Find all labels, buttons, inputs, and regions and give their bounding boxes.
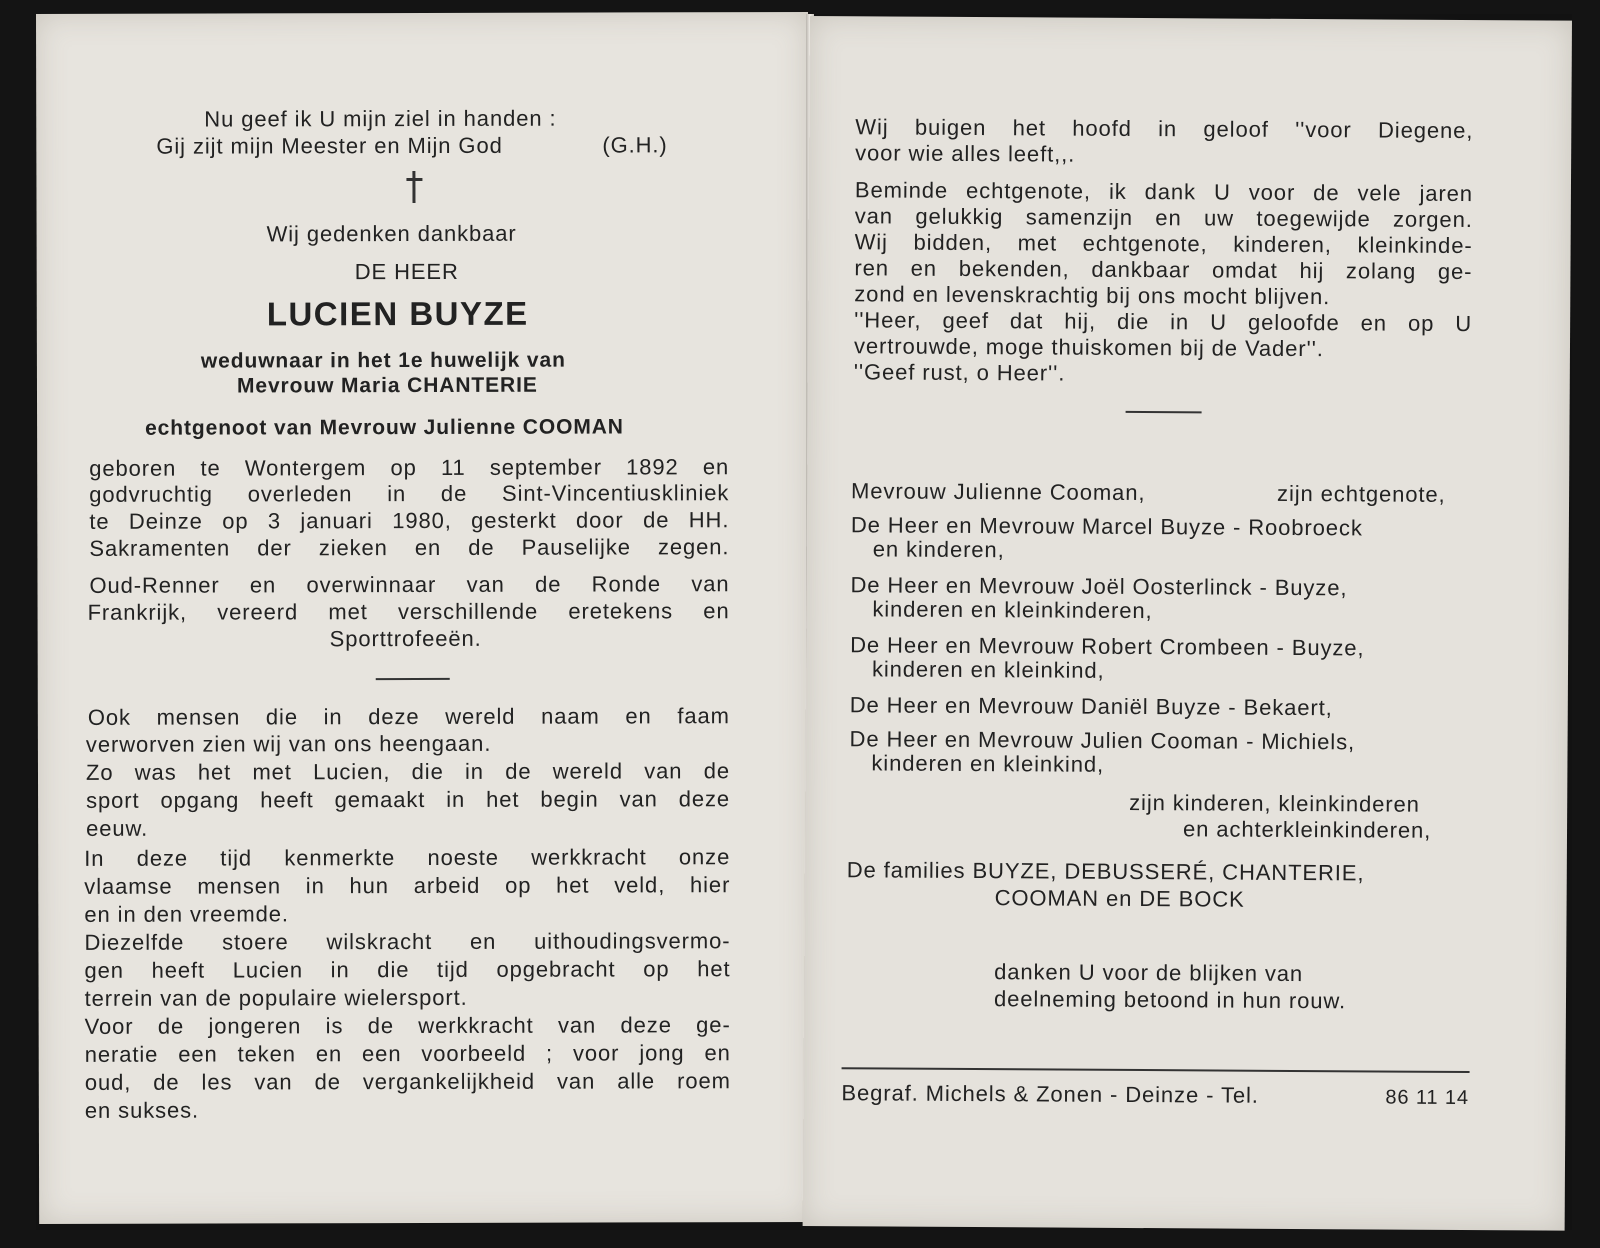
prayer-line: Beminde echtgenote, ik dank U voor de vele jaren: [854, 177, 1474, 207]
widower-line-1: weduwnaar in het 1e huwelijk van: [200, 348, 566, 373]
family-line: kinderen en kleinkinderen,: [872, 596, 1153, 624]
bio-line: te Deinze op 3 januari 1980, gesterkt door de HH.: [89, 507, 730, 534]
text-line: en in den vreemde.: [84, 901, 289, 927]
left-page: [36, 12, 811, 1224]
bio-line: godvruchtig overleden in de Sint-Vincentiuskliniek: [89, 480, 730, 507]
text-line: gen heeft Lucien in die tijd opgebracht op het: [84, 956, 731, 983]
memorial-card: [36, 14, 1572, 1230]
prayer-line: ''Geef rust, o Heer''.: [853, 359, 1066, 386]
text-line: oud, de les van de vergankelijkheid van alle roem: [84, 1068, 731, 1095]
family-line: en kinderen,: [872, 536, 1005, 563]
spouse-line: echtgenoot van Mevrouw Julienne COOMAN: [145, 415, 624, 440]
career-line: Frankrijk, vereerd met verschillende eretekens en: [87, 598, 730, 625]
summary-line: zijn kinderen, kleinkinderen: [1129, 789, 1420, 817]
summary-line: en achterkleinkinderen,: [1182, 816, 1432, 843]
families-line: De families BUYZE, DEBUSSERÉ, CHANTERIE,: [846, 857, 1365, 886]
text-line: Voor de jongeren is de werkkracht van deze ge-: [84, 1012, 731, 1039]
cross-icon: [406, 171, 422, 203]
career-line: Oud-Renner en overwinnaar van de Ronde van: [89, 571, 730, 598]
text-line: sport opgang heeft gemaakt in het begin van deze: [86, 786, 731, 813]
thanks-line: danken U voor de blijken van: [994, 959, 1304, 987]
intro-line: Wij gedenken dankbaar: [266, 220, 517, 247]
bio-line: Sakramenten der zieken en de Pauselijke zegen.: [89, 534, 730, 561]
family-line: De Heer en Mevrouw Daniël Buyze - Bekaert,: [849, 692, 1333, 721]
spouse-name: Mevrouw Julienne Cooman,: [851, 478, 1146, 506]
text-line: Zo was het met Lucien, die in de wereld van de: [85, 758, 731, 785]
text-line: In deze tijd kenmerkte noeste werkkracht onze: [84, 844, 731, 871]
right-page: [803, 16, 1572, 1231]
motto-line-2: Gij zijt mijn Meester en Mijn God: [156, 132, 503, 159]
family-line: kinderen en kleinkind,: [871, 750, 1105, 777]
text-line: eeuw.: [86, 815, 149, 841]
widower-line-2: Mevrouw Maria CHANTERIE: [236, 373, 538, 398]
prayer-line: vertrouwde, moge thuiskomen bij de Vader''.: [853, 333, 1324, 362]
prayer-line: Wij bidden, met echtgenote, kinderen, kleinkinde-: [854, 229, 1473, 259]
footer-rule: [842, 1067, 1470, 1072]
prayer-line: ren en bekenden, dankbaar omdat hij zolang ge-: [854, 255, 1473, 285]
phone-number: 86 11 14: [1385, 1086, 1470, 1110]
prayer-line: ''Heer, geef dat hij, die in U geloofde en op U: [854, 307, 1473, 337]
prayer-line: van gelukkig samenzijn en uw toegewijde zorgen.: [854, 203, 1473, 233]
text-line: Ook mensen die in deze wereld naam en faam: [87, 703, 730, 730]
text-line: Diezelfde stoere wilskracht en uithoudingsvermo-: [84, 928, 731, 955]
text-line: vlaamse mensen in hun arbeid op het veld, hier: [84, 872, 731, 899]
text-line: en sukses.: [84, 1097, 200, 1123]
prayer-line: zond en levenskrachtig bij ons mocht blijven.: [854, 281, 1331, 310]
family-line: De Heer en Mevrouw Joël Oosterlinck - Buyze,: [850, 572, 1348, 601]
motto-line-1: Nu geef ik U mijn ziel in handen :: [204, 105, 557, 132]
career-line: Sporttrofeeën.: [329, 625, 482, 652]
prayer-line: Wij buigen het hoofd in geloof ''voor Diegene,: [855, 114, 1474, 144]
spouse-role: zijn echtgenote,: [1277, 480, 1446, 507]
text-line: terrein van de populaire wielersport.: [84, 984, 468, 1011]
motto-attribution: (G.H.): [602, 132, 668, 158]
thanks-line: deelneming betoond in hun rouw.: [993, 986, 1347, 1014]
bio-line: geboren te Wontergem op 11 september 1892 en: [89, 454, 730, 481]
family-line: De Heer en Mevrouw Marcel Buyze - Roobroeck: [850, 512, 1363, 541]
text-line: neratie een teken en een voorbeeld ; voor jong en: [84, 1040, 731, 1067]
divider: [1126, 411, 1202, 413]
prayer-line: voor wie alles leeft,,.: [855, 140, 1076, 167]
family-line: De Heer en Mevrouw Robert Crombeen - Buyze,: [850, 632, 1365, 661]
family-line: De Heer en Mevrouw Julien Cooman - Michiels,: [849, 726, 1356, 755]
family-line: kinderen en kleinkind,: [871, 656, 1105, 683]
families-line: COOMAN en DE BOCK: [994, 885, 1245, 912]
divider: [376, 678, 450, 680]
deceased-name: LUCIEN BUYZE: [266, 294, 529, 333]
undertaker-text: Begraf. Michels & Zonen - Deinze - Tel.: [841, 1080, 1259, 1108]
title-line: DE HEER: [354, 258, 459, 285]
text-line: verworven zien wij van ons heengaan.: [85, 730, 492, 757]
